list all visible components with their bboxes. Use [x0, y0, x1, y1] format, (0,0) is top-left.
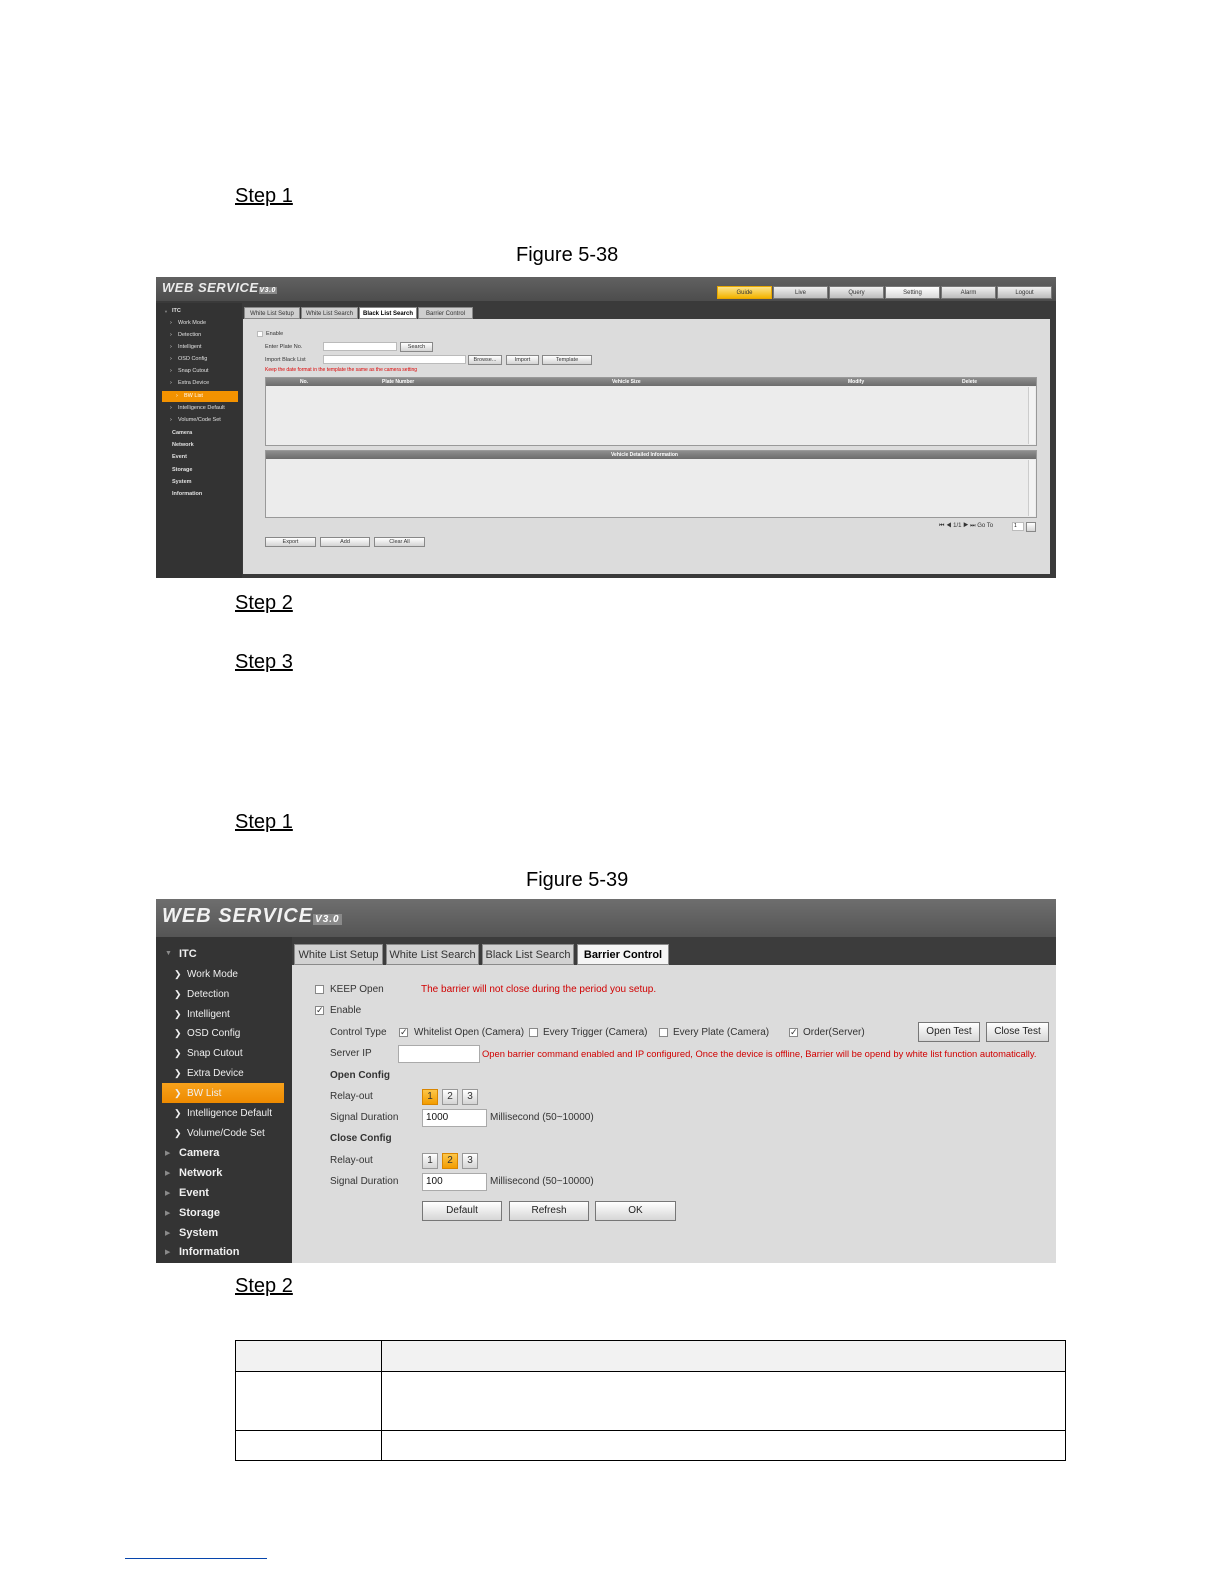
expand-icon: ▼ — [165, 950, 172, 957]
sidebar-item-detection[interactable]: › Detection — [156, 330, 242, 341]
chevron-right-icon: › — [170, 417, 172, 423]
nav-guide[interactable]: Guide — [717, 286, 772, 299]
default-button[interactable]: Default — [422, 1201, 502, 1221]
chevron-right-icon: ❯ — [174, 1048, 182, 1058]
sidebar-item-volume-code-set[interactable]: › Volume/Code Set — [156, 415, 242, 426]
order-server-label: Order(Server) — [803, 1027, 865, 1038]
ok-button[interactable]: OK — [595, 1201, 676, 1221]
column-header: Delete — [962, 379, 978, 385]
enable-label: Enable — [330, 1005, 362, 1016]
sidebar-item-storage[interactable]: Storage — [179, 1207, 220, 1219]
template-button[interactable]: Template — [542, 355, 592, 365]
every-trigger-label: Every Trigger (Camera) — [543, 1027, 648, 1038]
tab-black-list-search[interactable]: Black List Search — [482, 944, 574, 965]
chevron-right-icon: › — [170, 320, 172, 326]
export-button[interactable]: Export — [265, 537, 316, 547]
server-ip-label: Server IP — [330, 1048, 372, 1059]
collapse-icon: ▶ — [165, 1249, 171, 1256]
every-trigger-checkbox[interactable] — [529, 1028, 538, 1037]
chevron-right-icon: ❯ — [174, 969, 182, 979]
enable-checkbox[interactable] — [257, 331, 263, 337]
expand-icon: ▼ — [164, 309, 168, 314]
enable-checkbox[interactable]: ✓ — [316, 1005, 324, 1015]
chevron-right-icon: ❯ — [174, 1108, 182, 1118]
chevron-right-icon: ❯ — [174, 989, 182, 999]
sidebar-item-intelligence-default[interactable]: ❯ Intelligence Default — [156, 1103, 292, 1123]
signal-duration-label: Signal Duration — [330, 1112, 399, 1123]
every-plate-label: Every Plate (Camera) — [673, 1027, 770, 1038]
table-scrollbar[interactable] — [1028, 387, 1035, 444]
sidebar-item-camera[interactable]: Camera — [172, 430, 193, 436]
server-ip-input[interactable] — [398, 1045, 480, 1063]
sidebar-item-itc[interactable]: ITC — [172, 308, 181, 314]
table-row — [236, 1341, 1066, 1372]
open-relay-1[interactable]: 1 — [422, 1089, 438, 1105]
tab-barrier-control[interactable]: Barrier Control — [577, 944, 669, 965]
duration-unit: Millisecond (50~10000) — [490, 1176, 594, 1187]
chevron-right-icon: › — [176, 393, 178, 399]
nav-alarm[interactable]: Alarm — [941, 286, 996, 299]
close-config-heading: Close Config — [330, 1133, 392, 1144]
chevron-right-icon: ❯ — [174, 1088, 182, 1098]
vehicle-detail-table — [265, 450, 1037, 518]
table-cell — [236, 1341, 382, 1372]
chevron-right-icon: › — [170, 405, 172, 411]
date-format-hint: Keep the date format in the template the same as the camera setting — [265, 367, 418, 373]
close-relay-3[interactable]: 3 — [462, 1153, 478, 1169]
sidebar-item-intelligent[interactable]: › Intelligent — [156, 342, 242, 353]
relay-out-label: Relay-out — [330, 1155, 373, 1166]
tab-barrier-control[interactable]: Barrier Control — [418, 307, 473, 319]
header-bar — [156, 899, 1056, 937]
header-bar — [156, 277, 1056, 301]
sidebar-item-information[interactable]: Information — [172, 491, 203, 497]
add-button[interactable]: Add — [320, 537, 370, 547]
logo: WEB SERVICEV3.0 — [162, 280, 276, 295]
last-page-icon[interactable]: ⏭ — [970, 523, 976, 529]
close-test-button[interactable]: Close Test — [986, 1022, 1049, 1042]
parameter-table — [235, 1340, 1066, 1461]
sidebar-item-bw-list[interactable]: ❯ BW List — [162, 1083, 284, 1103]
web-service-screenshot-barrier — [156, 899, 1056, 1263]
figure-caption: Figure 5-38 — [516, 244, 619, 266]
every-plate-checkbox[interactable] — [659, 1028, 668, 1037]
goto-button[interactable] — [1026, 522, 1036, 532]
keep-open-note: The barrier will not close during the period you setup. — [421, 984, 657, 995]
close-signal-duration-input[interactable]: 100 — [422, 1173, 487, 1191]
open-relay-2[interactable]: 2 — [442, 1089, 458, 1105]
tab-white-list-search[interactable]: White List Search — [386, 944, 479, 965]
sidebar-item-information[interactable]: Information — [179, 1246, 240, 1258]
sidebar-item-osd-config[interactable]: ❯ OSD Config — [156, 1023, 292, 1043]
sidebar-item-snap-cutout[interactable]: › Snap Cutout — [156, 366, 242, 377]
sidebar-item-storage[interactable]: Storage — [172, 467, 193, 473]
table-cell — [236, 1431, 382, 1461]
goto-label: Go To — [977, 523, 994, 529]
sidebar-item-itc[interactable]: ITC — [179, 948, 197, 960]
figure-caption: Figure 5-39 — [526, 869, 629, 891]
first-page-icon[interactable]: ⏮ — [939, 523, 945, 529]
blacklist-table — [265, 377, 1037, 446]
column-header: Modify — [848, 379, 865, 385]
sidebar-item-volume-code-set[interactable]: ❯ Volume/Code Set — [156, 1123, 292, 1143]
chevron-right-icon: ❯ — [174, 1068, 182, 1078]
clear-all-button[interactable]: Clear All — [374, 537, 425, 547]
step-label: Step 2 — [235, 592, 293, 614]
logo: WEB SERVICE V3.0 — [162, 905, 340, 927]
keep-open-label: KEEP Open — [330, 984, 384, 995]
close-relay-2[interactable]: 2 — [442, 1153, 458, 1169]
relay-out-label: Relay-out — [330, 1091, 373, 1102]
enable-label: Enable — [266, 331, 284, 337]
sidebar-item-work-mode[interactable]: ❯ Work Mode — [156, 964, 292, 984]
sidebar-item-event[interactable]: Event — [172, 454, 187, 460]
step-label: Step 1 — [235, 811, 293, 833]
close-relay-1[interactable]: 1 — [422, 1153, 438, 1169]
chevron-right-icon: › — [170, 332, 172, 338]
collapse-icon: ▶ — [165, 1230, 171, 1237]
step-label: Step 3 — [235, 651, 293, 673]
table-row — [236, 1431, 1066, 1461]
column-header: Vehicle Size — [612, 379, 641, 385]
sidebar-item-extra-device[interactable]: › Extra Device — [156, 378, 242, 389]
chevron-right-icon: › — [170, 344, 172, 350]
nav-logout[interactable]: Logout — [997, 286, 1052, 299]
server-ip-note: Open barrier command enabled and IP configured, Once the device is offline, Barrier will be opend by white list function automatically. — [482, 1048, 1037, 1059]
web-service-screenshot-blacklist — [156, 277, 1056, 578]
sidebar-item-event[interactable]: Event — [179, 1187, 209, 1199]
pager — [939, 523, 993, 530]
search-button[interactable]: Search — [400, 342, 433, 352]
column-header: No. — [300, 379, 309, 385]
plate-label: Enter Plate No. — [265, 344, 303, 350]
chevron-right-icon: ❯ — [174, 1009, 182, 1019]
nav-setting[interactable]: Setting — [885, 286, 940, 299]
sidebar-item-work-mode[interactable]: › Work Mode — [156, 318, 242, 329]
prev-page-icon[interactable]: ◀ — [946, 523, 952, 529]
collapse-icon: ▶ — [165, 1210, 171, 1217]
column-header: Plate Number — [382, 379, 415, 385]
sidebar-item-osd-config[interactable]: › OSD Config — [156, 354, 242, 365]
order-server-checkbox[interactable]: ✓ — [790, 1027, 798, 1037]
nav-live[interactable]: Live — [773, 286, 828, 299]
table-cell — [382, 1372, 1066, 1431]
collapse-icon: ▶ — [165, 1150, 171, 1157]
footnote-separator — [125, 1558, 267, 1559]
import-button[interactable]: Import — [506, 355, 539, 365]
table-cell — [382, 1341, 1066, 1372]
plate-input[interactable] — [323, 342, 397, 351]
whitelist-open-label: Whitelist Open (Camera) — [414, 1027, 525, 1038]
whitelist-open-checkbox[interactable]: ✓ — [400, 1027, 408, 1037]
table-cell — [382, 1431, 1066, 1461]
tab-black-list-search[interactable]: Black List Search — [359, 307, 417, 319]
browse-button[interactable]: Browse... — [468, 355, 502, 365]
table-header — [266, 451, 1036, 459]
signal-duration-label: Signal Duration — [330, 1176, 399, 1187]
sidebar-item-system[interactable]: System — [172, 479, 192, 485]
next-page-icon[interactable]: ▶ — [963, 523, 969, 529]
refresh-button[interactable]: Refresh — [509, 1201, 589, 1221]
table-row — [236, 1372, 1066, 1431]
open-signal-duration-input[interactable]: 1000 — [422, 1109, 487, 1127]
step-label: Step 1 — [235, 185, 293, 207]
control-type-label: Control Type — [330, 1027, 387, 1038]
chevron-right-icon: ❯ — [174, 1028, 182, 1038]
detail-scrollbar[interactable] — [1028, 460, 1035, 516]
nav-query[interactable]: Query — [829, 286, 884, 299]
import-file-input[interactable] — [323, 355, 466, 364]
sidebar-item-bw-list[interactable]: › BW List — [162, 391, 238, 402]
sidebar — [156, 303, 242, 578]
collapse-icon: ▶ — [165, 1190, 171, 1197]
sidebar-item-system[interactable]: System — [179, 1227, 219, 1239]
sidebar-item-detection[interactable]: ❯ Detection — [156, 984, 292, 1004]
keep-open-checkbox[interactable] — [315, 985, 324, 994]
black-list-panel — [243, 319, 1050, 574]
chevron-right-icon: › — [170, 368, 172, 374]
sidebar-item-camera[interactable]: Camera — [179, 1147, 220, 1159]
import-label: Import Black List — [265, 357, 306, 363]
open-relay-3[interactable]: 3 — [462, 1089, 478, 1105]
step-label: Step 2 — [235, 1275, 293, 1297]
tab-white-list-setup[interactable]: White List Setup — [244, 307, 300, 319]
table-header — [266, 378, 1036, 386]
sidebar-item-intelligence-default[interactable]: › Intelligence Default — [156, 403, 242, 414]
sidebar-item-network[interactable]: Network — [179, 1167, 223, 1179]
tab-white-list-setup[interactable]: White List Setup — [294, 944, 383, 965]
collapse-icon: ▶ — [165, 1170, 171, 1177]
detail-header: Vehicle Detailed Information — [611, 452, 678, 458]
goto-page-input[interactable]: 1 — [1012, 522, 1024, 531]
sidebar-item-extra-device[interactable]: ❯ Extra Device — [156, 1063, 292, 1083]
open-test-button[interactable]: Open Test — [918, 1022, 980, 1042]
page-indicator: 1/1 — [953, 523, 962, 529]
open-config-heading: Open Config — [330, 1070, 390, 1081]
duration-unit: Millisecond (50~10000) — [490, 1112, 594, 1123]
chevron-right-icon: › — [170, 380, 172, 386]
chevron-right-icon: ❯ — [174, 1128, 182, 1138]
chevron-right-icon: › — [170, 356, 172, 362]
table-cell — [236, 1372, 382, 1431]
sidebar-item-network[interactable]: Network — [172, 442, 194, 448]
sidebar-item-intelligent[interactable]: ❯ Intelligent — [156, 1004, 292, 1024]
sidebar-item-snap-cutout[interactable]: ❯ Snap Cutout — [156, 1043, 292, 1063]
tab-white-list-search[interactable]: White List Search — [301, 307, 358, 319]
sidebar — [156, 937, 292, 1263]
